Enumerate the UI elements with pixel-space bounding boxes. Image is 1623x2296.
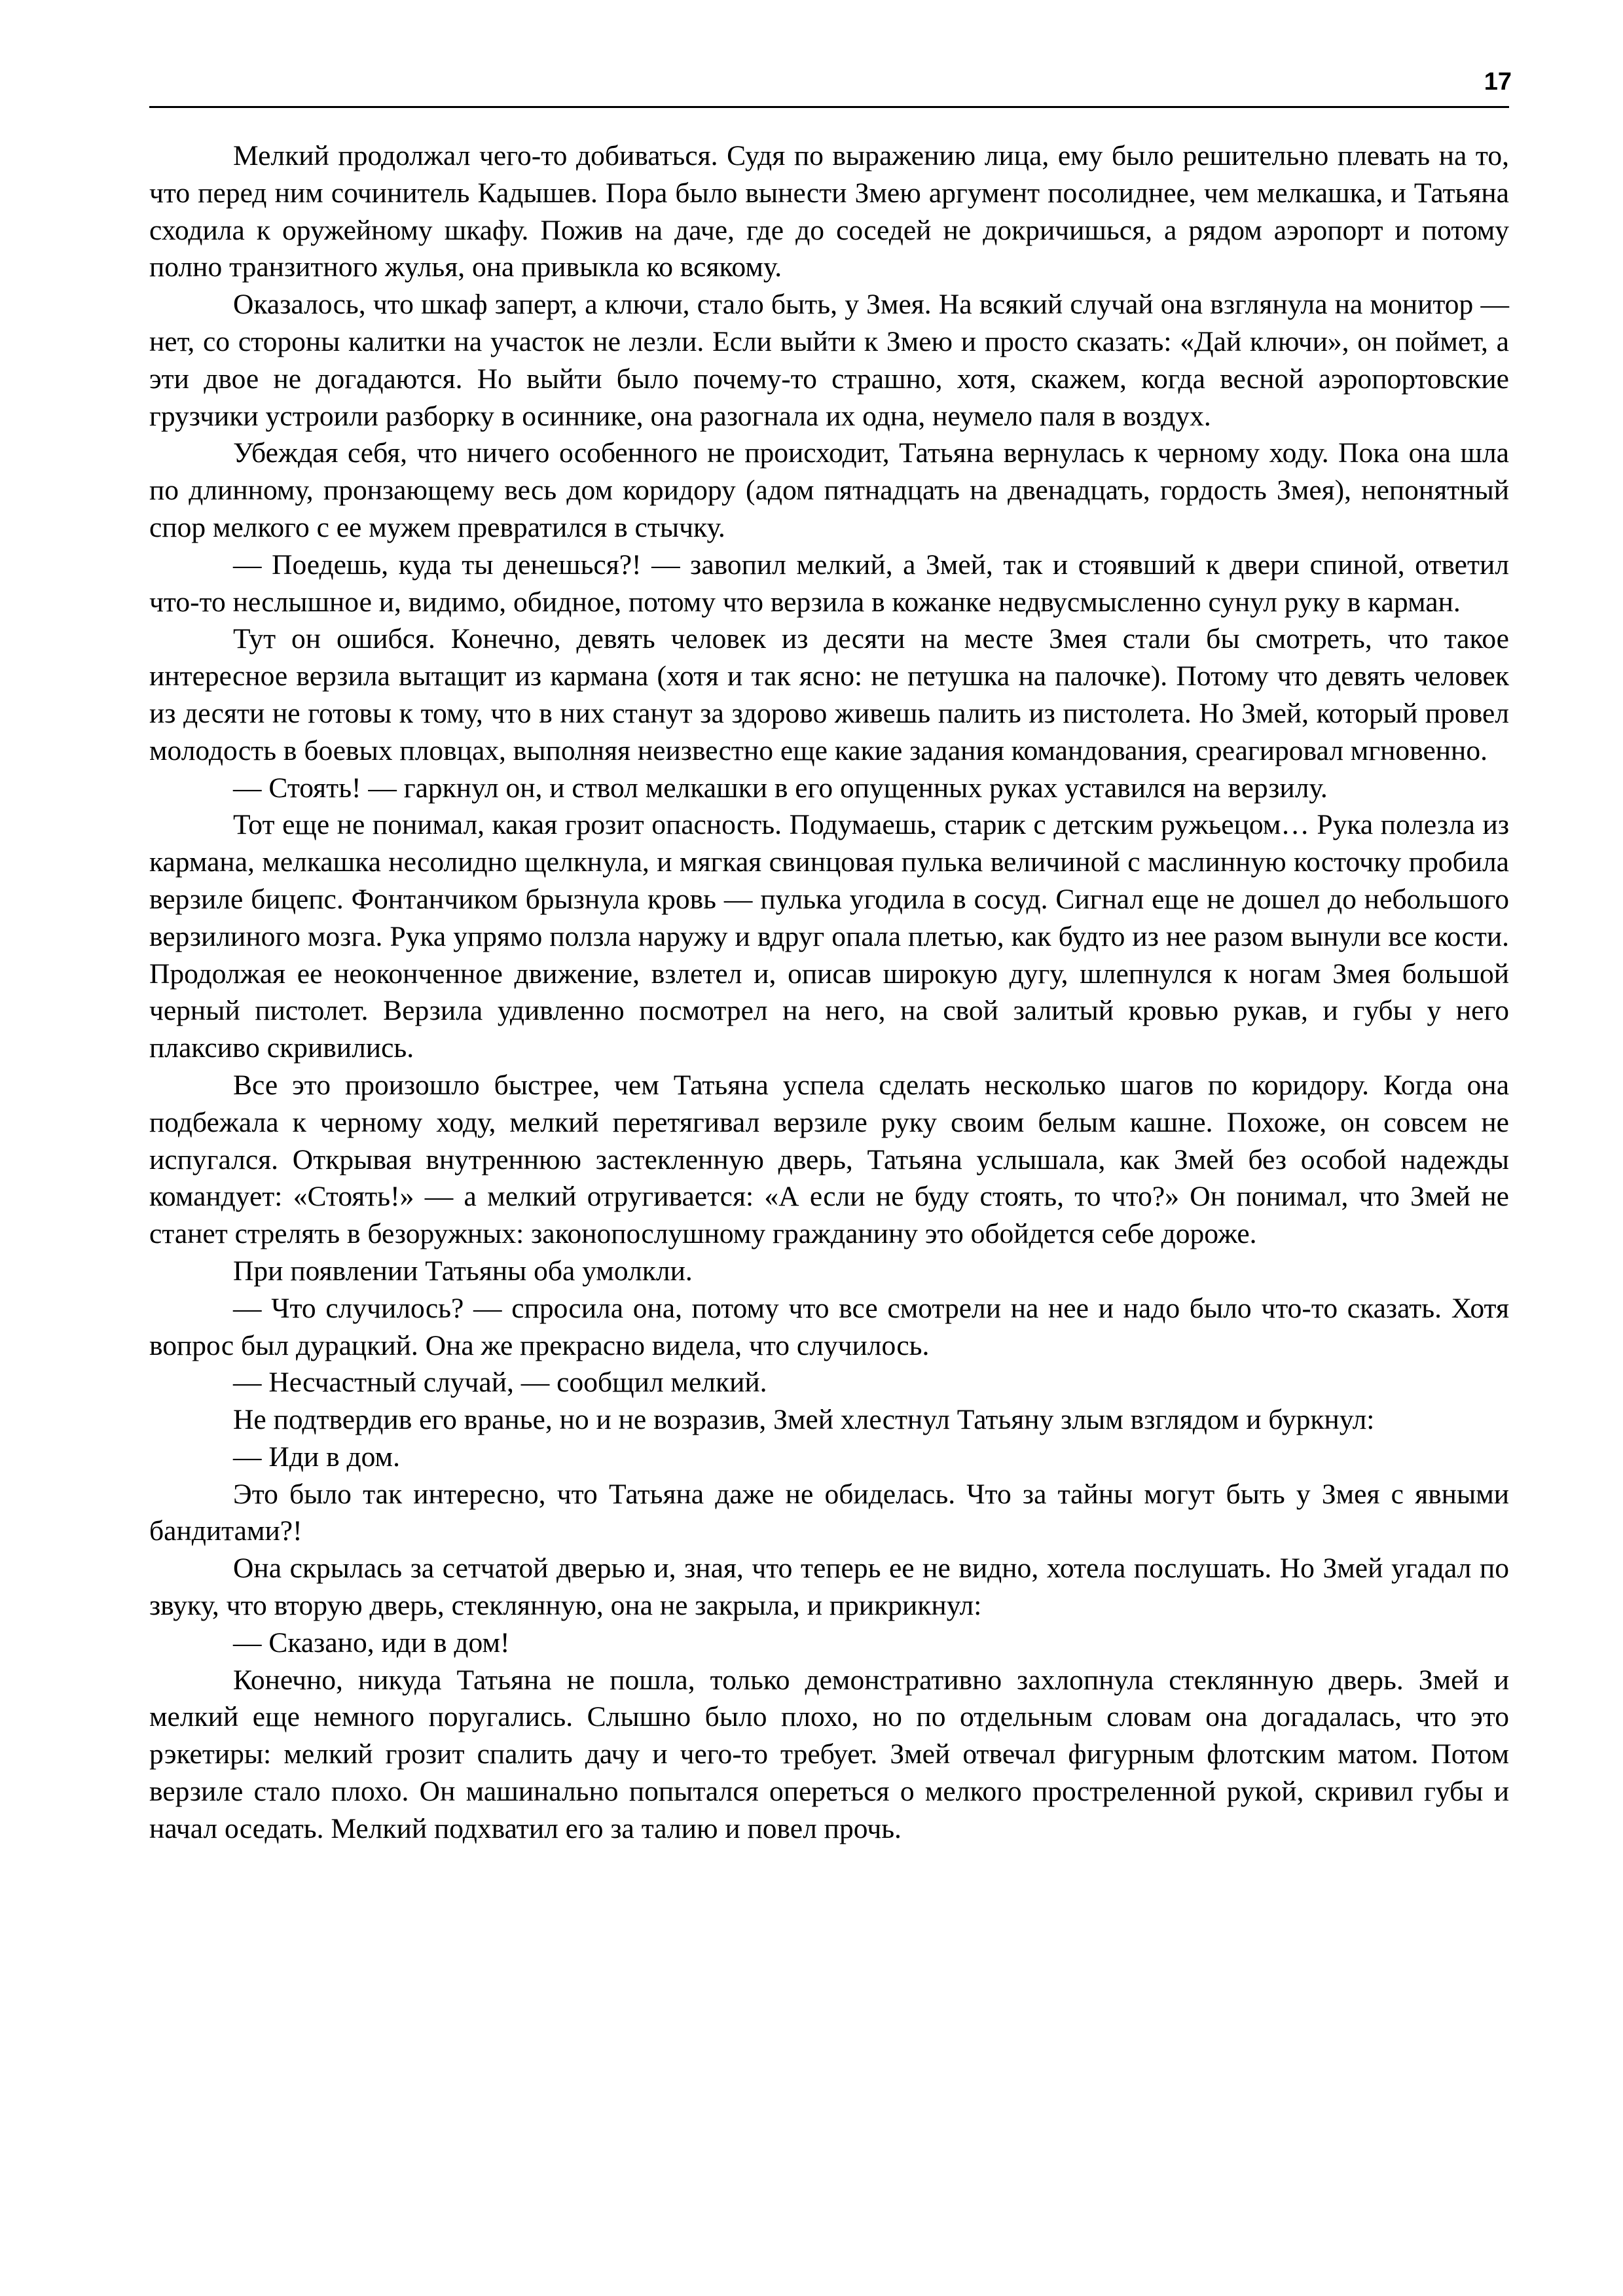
paragraph-5: Тут он ошибся. Конечно, девять человек из десяти на месте Змея стали бы смотреть, что такое интересное верзила вытащит из кармана (хотя и так ясно: не петушка на палочке). Потому что девять человек из десяти не готовы к тому, что в них станут за здорово живешь палить из пистолета. Но Змей, который провел молодость в боевых пловцах, выполняя неизвестно еще какие задания командования, среагировал мгновенно. [149,623,1509,766]
paragraph-4: — Поедешь, куда ты денешься?! — завопил мелкий, а Змей, так и стоявший к двери спиной, ответил что-то неслышное и, видимо, обидное, потому что верзила в кожанке недвусмысленно сунул руку в карман. [149,548,1509,618]
paragraph-8: Все это произошло быстрее, чем Татьяна успела сделать несколько шагов по коридору. Когда она подбежала к черному ходу, мелкий перетягивал верзиле руку своим белым кашне. Похоже, он совсем не испугался. Открывая внутреннюю застекленную дверь, Татьяна услышала, как Змей без особой надежды командует: «Стоять!» — а мелкий отругивается: «А если не буду стоять, то что?» Он понимал, что Змей не станет стрелять в безоружных: законопослушному гражданину это обойдется себе дороже. [149,1069,1509,1250]
paragraph-12: Не подтвердив его вранье, но и не возразив, Змей хлестнул Татьяну злым взглядом и буркнул: [233,1404,1375,1436]
paragraph-7: Тот еще не понимал, какая грозит опасность. Подумаешь, старик с детским ружьецом… Рука полезла из кармана, мелкашка несолидно щелкнула, и мягкая свинцовая пулька величиной с маслинную косточку пробила верзиле бицепс. Фонтанчиком брызнула кровь — пулька угодила в сосуд. Сигнал еще не дошел до небольшого верзилиного мозга. Рука упрямо ползла наружу и вдруг опала плетью, как будто из нее разом вынули все кости. Продолжая ее неоконченное движение, взлетел и, описав широкую дугу, шлепнулся к ногам Змея большой черный пистолет. Верзила удивленно посмотрел на него, на свой залитый кровью рукав, и губы у него плаксиво скривились. [149,809,1509,1064]
page-number: 17 [1484,68,1512,96]
paragraph-14: Это было так интересно, что Татьяна даже не обиделась. Что за тайны могут быть у Змея с явными бандитами?! [149,1478,1509,1547]
paragraph-3: Убеждая себя, что ничего особенного не происходит, Татьяна вернулась к черному ходу. Пока она шла по длинному, пронзающему весь дом коридору (адом пятнадцать на двенадцать, гордость Змея), непонятный спор мелкого с ее мужем превратился в стычку. [149,437,1509,543]
body-text [149,137,1509,1848]
paragraph-2: Оказалось, что шкаф заперт, а ключи, стало быть, у Змея. На всякий случай она взглянула на монитор — нет, со стороны калитки на участок не лезли. Если выйти к Змею и просто сказать: «Дай ключи», он поймет, а эти двое не догадаются. Но выйти было почему-то страшно, хотя, скажем, когда весной аэропортовские грузчики устроили разборку в осиннике, она разогнала их одна, неумело паля в воздух. [149,289,1509,432]
paragraph-13: — Иди в дом. [233,1441,400,1473]
paragraph-11: — Несчастный случай, — сообщил мелкий. [233,1367,767,1399]
paragraph-10: — Что случилось? — спросила она, потому что все смотрели на нее и надо было что-то сказать. Хотя вопрос был дурацкий. Она же прекрасно видела, что случилось. [149,1292,1509,1361]
paragraph-1: Мелкий продолжал чего-то добиваться. Судя по выражению лица, ему было решительно плевать на то, что перед ним сочинитель Кадышев. Пора было вынести Змею аргумент посолиднее, чем мелкашка, и Татьяна сходила к оружейному шкафу. Пожив на даче, где до соседей не докричишься, а рядом аэропорт и потому полно транзитного жулья, она привыкла ко всякому. [149,140,1509,283]
paragraph-17: Конечно, никуда Татьяна не пошла, только демонстративно захлопнула стеклянную дверь. Змей и мелкий еще немного поругались. Слышно было плохо, но по отдельным словам она догадалась, что это рэкетиры: мелкий грозит спалить дачу и чего-то требует. Змей отвечал фигурным флотским матом. Потом верзиле стало плохо. Он машинально попытался опереться о мелкого простреленной рукой, скривил губы и начал оседать. Мелкий подхватил его за талию и повел прочь. [149,1664,1509,1844]
paragraph-15: Она скрылась за сетчатой дверью и, зная, что теперь ее не видно, хотела послушать. Но Змей угадал по звуку, что вторую дверь, стеклянную, она не закрыла, и прикрикнул: [149,1552,1509,1622]
header-rule [149,106,1509,108]
paragraph-9: При появлении Татьяны оба умолкли. [233,1255,693,1287]
paragraph-6: — Стоять! — гаркнул он, и ствол мелкашки в его опущенных руках уставился на верзилу. [233,772,1328,804]
paragraph-16: — Сказано, иди в дом! [233,1626,510,1659]
